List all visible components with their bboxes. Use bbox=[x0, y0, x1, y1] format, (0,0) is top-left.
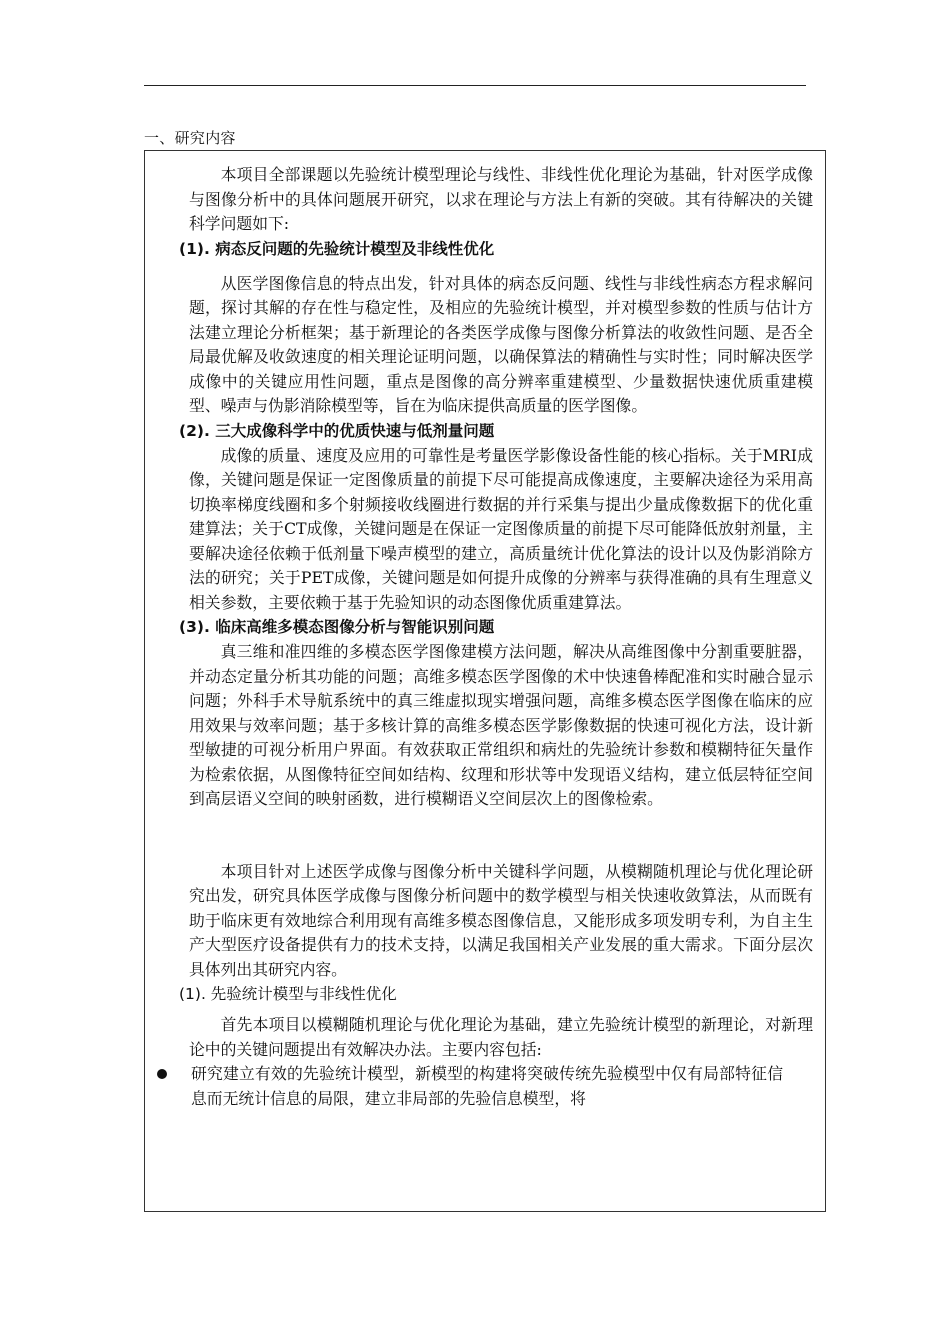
problem-3-heading: (3). 临床高维多模态图像分析与智能识别问题 bbox=[179, 618, 495, 636]
problem-1-heading: (1). 病态反问题的先验统计模型及非线性优化 bbox=[179, 239, 495, 258]
section-title: 一、研究内容 bbox=[144, 129, 236, 147]
content-box bbox=[144, 150, 826, 1212]
problem-3-body: 真三维和准四维的多模态医学图像建模方法问题，解决从高维图像中分割重要脏器，并动态定量分析其功能的问题；高维多模态医学图像的术中快速鲁棒配准和实时融合显示问题；外科手术导航系统中的真三维虚拟现实增强问题，高维多模态医学图像在临床的应用效果与效率问题；基于多核计算的高维多模态医学影像数据的快速可视化方法，设计新型敏捷的可视分析用户界面。有效获取正常组织和病灶的先验统计参数和模糊特征矢量作为检索依据，从图像特征空间如结构、纹理和形状等中发现语义结构，建立低层特征空间到高层语义空间的映射函数，进行模糊语义空间层次上的图像检索。 bbox=[189, 642, 813, 808]
header-rule bbox=[144, 85, 806, 86]
subsection-heading: (1). 先验统计模型与非线性优化 bbox=[179, 985, 397, 1003]
subsection-body: 首先本项目以模糊随机理论与优化理论为基础，建立先验统计模型的新理论，对新理论中的关键问题提出有效解决办法。主要内容包括: bbox=[189, 1015, 813, 1059]
content-body bbox=[179, 163, 813, 1111]
bullet-item bbox=[159, 1062, 783, 1111]
problem-2-heading: (2). 三大成像科学中的优质快速与低剂量问题 bbox=[179, 421, 495, 440]
problem-1-body: 从医学图像信息的特点出发，针对具体的病态反问题、线性与非线性病态方程求解问题，探讨其解的存在性与稳定性，及相应的先验统计模型，并对模型参数的性质与估计方法建立理论分析框架；基于新理论的各类医学成像与图像分析算法的收敛性问题、是否全局最优解及收敛速度的相关理论证明问题，以确保算法的精确性与实时性；同时解决医学成像中的关键应用性问题，重点是图像的高分辨率重建模型、少量数据快速优质重建模型、噪声与伪影消除模型等，旨在为临床提供高质量的医学图像。 bbox=[189, 273, 813, 415]
bullet-text: 研究建立有效的先验统计模型，新模型的构建将突破传统先验模型中仅有局部特征信息而无统计信息的局限，建立非局部的先验信息模型，将 bbox=[191, 1064, 783, 1108]
bullet-dot-icon bbox=[157, 1069, 167, 1079]
problem-2-body: 成像的质量、速度及应用的可靠性是考量医学影像设备性能的核心指标。关于MRI成像，关键问题是保证一定图像质量的前提下尽可能提高成像速度，主要解决途径为采用高切换率梯度线圈和多个射频接收线圈进行数据的并行采集与提出少量成像数据下的优化重建算法；关于CT成像，关键问题是在保证一定图像质量的前提下尽可能降低放射剂量，主要解决途径依赖于低剂量下噪声模型的建立，高质量统计优化算法的设计以及伪影消除方法的研究；关于PET成像，关键问题是如何提升成像的分辨率与获得准确的具有生理意义相关参数，主要依赖于基于先验知识的动态图像优质重建算法。 bbox=[189, 445, 813, 612]
summary-paragraph: 本项目针对上述医学成像与图像分析中关键科学问题，从模糊随机理论与优化理论研究出发，研究具体医学成像与图像分析问题中的数学模型与相关快速收敛算法，从而既有助于临床更有效地综合利用现有高维多模态图像信息，又能形成多项发明专利，为自主生产大型医疗设备提供有力的技术支持，以满足我国相关产业发展的重大需求。下面分层次具体列出其研究内容。 bbox=[189, 861, 813, 979]
intro-paragraph: 本项目全部课题以先验统计模型理论与线性、非线性优化理论为基础，针对医学成像与图像分析中的具体问题展开研究，以求在理论与方法上有新的突破。其有待解决的关键科学问题如下: bbox=[189, 165, 813, 233]
